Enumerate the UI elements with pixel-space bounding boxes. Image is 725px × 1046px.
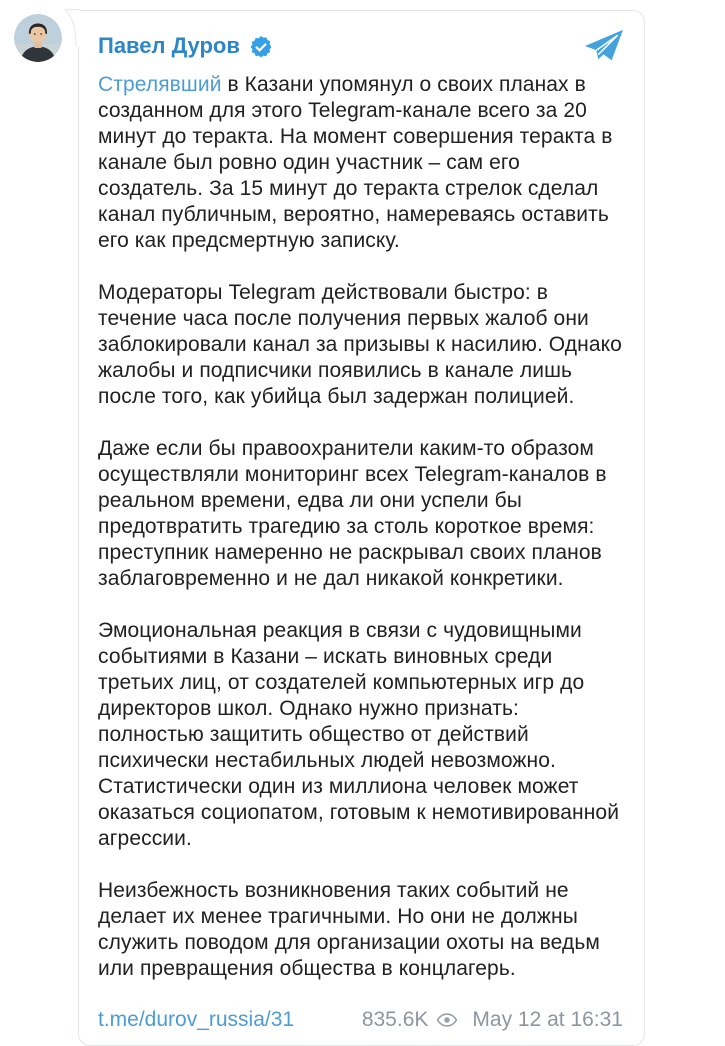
views-count: 835.6K [361, 1008, 429, 1031]
telegram-plane-icon[interactable] [585, 29, 623, 63]
post-body [98, 72, 623, 982]
post-header [98, 27, 623, 63]
avatar[interactable] [14, 14, 62, 62]
post-paragraph: Модераторы Telegram действовали быстро: в течение часа после получения первых жалоб они заблокировали канал за призывы к насилию. Однако жалобы и подписчики появились в канале лишь после того, как убийца был задержан полицией. [98, 281, 622, 408]
eye-icon [436, 1009, 458, 1031]
post-paragraph: Неизбежность возникновения таких событий не делает их менее трагичными. Но они не должны служить поводом для организации охоты на ведьм или превращения общества в концлагерь. [98, 879, 600, 980]
bubble-tail [65, 9, 80, 47]
post-paragraph: Даже если бы правоохранители каким-то образом осуществляли мониторинг всех Telegram-каналов в реальном времени, едва ли они успели бы предотвратить трагедию за столь короткое время: преступник намеренно не раскрывал своих планов заблаговременно и не дал никакой конкретики. [98, 437, 607, 590]
inline-link[interactable]: Стрелявший [98, 73, 222, 96]
post-bubble [78, 10, 645, 1046]
avatar-photo-icon [14, 14, 62, 62]
post-permalink[interactable]: t.me/durov_russia/31 [98, 1008, 295, 1031]
post-paragraph [98, 72, 623, 254]
post-meta [362, 1007, 623, 1033]
post-footer [98, 1007, 623, 1033]
author-name[interactable]: Павел Дуров [98, 33, 240, 58]
post-date: May 12 at 16:31 [472, 1008, 623, 1031]
post-paragraph: Эмоциональная реакция в связи с чудовищными событиями в Казани – искать виновных среди третьих лиц, от создателей компьютерных игр до директоров школ. Однако нужно признать: полностью защитить общество от действий психически нестабильных людей невозможно. Статистически один из миллиона человек может оказаться социопатом, готовым к немотивированной агрессии. [98, 619, 620, 850]
verified-icon [249, 35, 273, 59]
paragraph-text: в Казани упомянул о своих планах в созданном для этого Telegram-канале всего за 20 минут до теракта. На момент совершения теракта в канале был ровно один участник – сам его создатель. За 15 минут до теракта стрелок сделал канал публичным, вероятно, намереваясь оставить его как предсмертную записку. [98, 73, 613, 252]
